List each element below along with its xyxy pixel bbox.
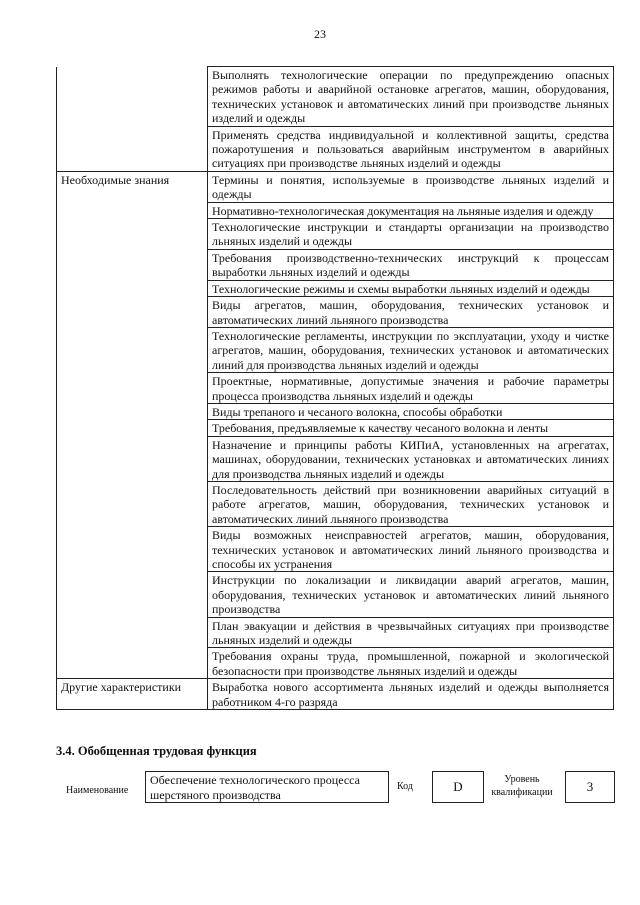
table-row bbox=[57, 373, 614, 404]
row-category-cell bbox=[57, 648, 208, 679]
table-row bbox=[57, 67, 614, 127]
row-description-cell: План эвакуации и действия в чрезвычайных ситуациях при производстве льняных изделий и одежды bbox=[208, 617, 614, 648]
row-description-cell: Последовательность действий при возникновении аварийных ситуаций в работе агрегатов, машин, оборудования, технических установок и автоматических линий льняного производства bbox=[208, 481, 614, 526]
row-description-cell: Выполнять технологические операции по предупреждению опасных режимов работы и аварийной остановке агрегатов, машин, оборудования, технических установок и автоматических линий при производстве льняных изделий и одежды bbox=[208, 67, 614, 127]
row-category-cell bbox=[57, 527, 208, 572]
table-row bbox=[57, 572, 614, 617]
table-row bbox=[57, 126, 614, 171]
row-category-cell bbox=[57, 67, 208, 127]
row-description-cell: Инструкции по локализации и ликвидации аварий агрегатов, машин, оборудования, технических установок и автоматических линий льняного производства bbox=[208, 572, 614, 617]
row-category-cell bbox=[57, 373, 208, 404]
row-description-cell: Применять средства индивидуальной и коллективной защиты, средства пожаротушения и пользоваться аварийным инструментом в аварийных ситуациях при производстве льняных изделий и одежды bbox=[208, 126, 614, 171]
row-category-cell bbox=[57, 202, 208, 218]
table-row bbox=[57, 202, 614, 218]
section-title: 3.4. Обобщенная трудовая функция bbox=[56, 744, 257, 758]
row-category-cell bbox=[57, 481, 208, 526]
row-description-cell: Виды возможных неисправностей агрегатов, машин, оборудования, технических установок и автоматических линий льняного производства и способы их устранения bbox=[208, 527, 614, 572]
row-category-cell bbox=[57, 327, 208, 372]
table-row bbox=[57, 280, 614, 296]
row-category-cell bbox=[57, 403, 208, 419]
row-category-cell bbox=[57, 280, 208, 296]
row-category-cell: Другие характеристики bbox=[57, 679, 208, 710]
table-row bbox=[57, 327, 614, 372]
table-row bbox=[57, 617, 614, 648]
table-row bbox=[57, 297, 614, 328]
row-description-cell: Назначение и принципы работы КИПиА, установленных на агрегатах, машинах, оборудовании, технических установках и автоматических линиях для производства льняных изделий и одежды bbox=[208, 436, 614, 481]
competency-table bbox=[56, 66, 614, 710]
row-category-cell bbox=[57, 572, 208, 617]
table-row bbox=[57, 436, 614, 481]
row-category-cell bbox=[57, 617, 208, 648]
table-row bbox=[57, 648, 614, 679]
row-category-cell bbox=[57, 436, 208, 481]
row-description-cell: Технологические режимы и схемы выработки льняных изделий и одежды bbox=[208, 280, 614, 296]
row-category-cell bbox=[57, 297, 208, 328]
row-description-cell: Технологические регламенты, инструкции по эксплуатации, уходу и чистке агрегатов, машин, оборудования, технических установок и автоматических линий для производства льняных изделий и одежды bbox=[208, 327, 614, 372]
row-description-cell: Технологические инструкции и стандарты организации на производство льняных изделий и одежды bbox=[208, 219, 614, 250]
table-row bbox=[57, 171, 614, 202]
table-row bbox=[57, 403, 614, 419]
row-category-cell bbox=[57, 249, 208, 280]
row-category-cell bbox=[57, 420, 208, 436]
row-description-cell: Нормативно-технологическая документация на льняные изделия и одежду bbox=[208, 202, 614, 218]
page-number: 23 bbox=[314, 27, 326, 41]
code-value-box: D bbox=[432, 771, 484, 803]
generalized-function-row bbox=[56, 771, 616, 807]
row-description-cell: Виды трепаного и чесаного волокна, способы обработки bbox=[208, 403, 614, 419]
table-row bbox=[57, 249, 614, 280]
table-row bbox=[57, 679, 614, 710]
row-description-cell: Выработка нового ассортимента льняных изделий и одежды выполняется работником 4-го разряда bbox=[208, 679, 614, 710]
table-row bbox=[57, 527, 614, 572]
qualification-level-box: 3 bbox=[565, 771, 615, 803]
qualification-level-label: Уровень квалификации bbox=[491, 774, 553, 798]
code-label: Код bbox=[397, 781, 413, 792]
table-row bbox=[57, 219, 614, 250]
table-row bbox=[57, 481, 614, 526]
row-description-cell: Проектные, нормативные, допустимые значения и рабочие параметры процесса производства льняных изделий и одежды bbox=[208, 373, 614, 404]
row-category-cell: Необходимые знания bbox=[57, 171, 208, 202]
row-category-cell bbox=[57, 219, 208, 250]
name-label: Наименование bbox=[66, 785, 129, 796]
row-description-cell: Требования охраны труда, промышленной, пожарной и экологической безопасности при производстве льняных изделий и одежды bbox=[208, 648, 614, 679]
name-value-box: Обеспечение технологического процесса шерстяного производства bbox=[145, 771, 389, 803]
table-row bbox=[57, 420, 614, 436]
row-description-cell: Требования производственно-технических инструкций к процессам выработки льняных изделий и одежды bbox=[208, 249, 614, 280]
row-description-cell: Требования, предъявляемые к качеству чесаного волокна и ленты bbox=[208, 420, 614, 436]
row-description-cell: Термины и понятия, используемые в производстве льняных изделий и одежды bbox=[208, 171, 614, 202]
row-category-cell bbox=[57, 126, 208, 171]
row-description-cell: Виды агрегатов, машин, оборудования, технических установок и автоматических линий льняного производства bbox=[208, 297, 614, 328]
competency-table-body bbox=[57, 67, 614, 710]
